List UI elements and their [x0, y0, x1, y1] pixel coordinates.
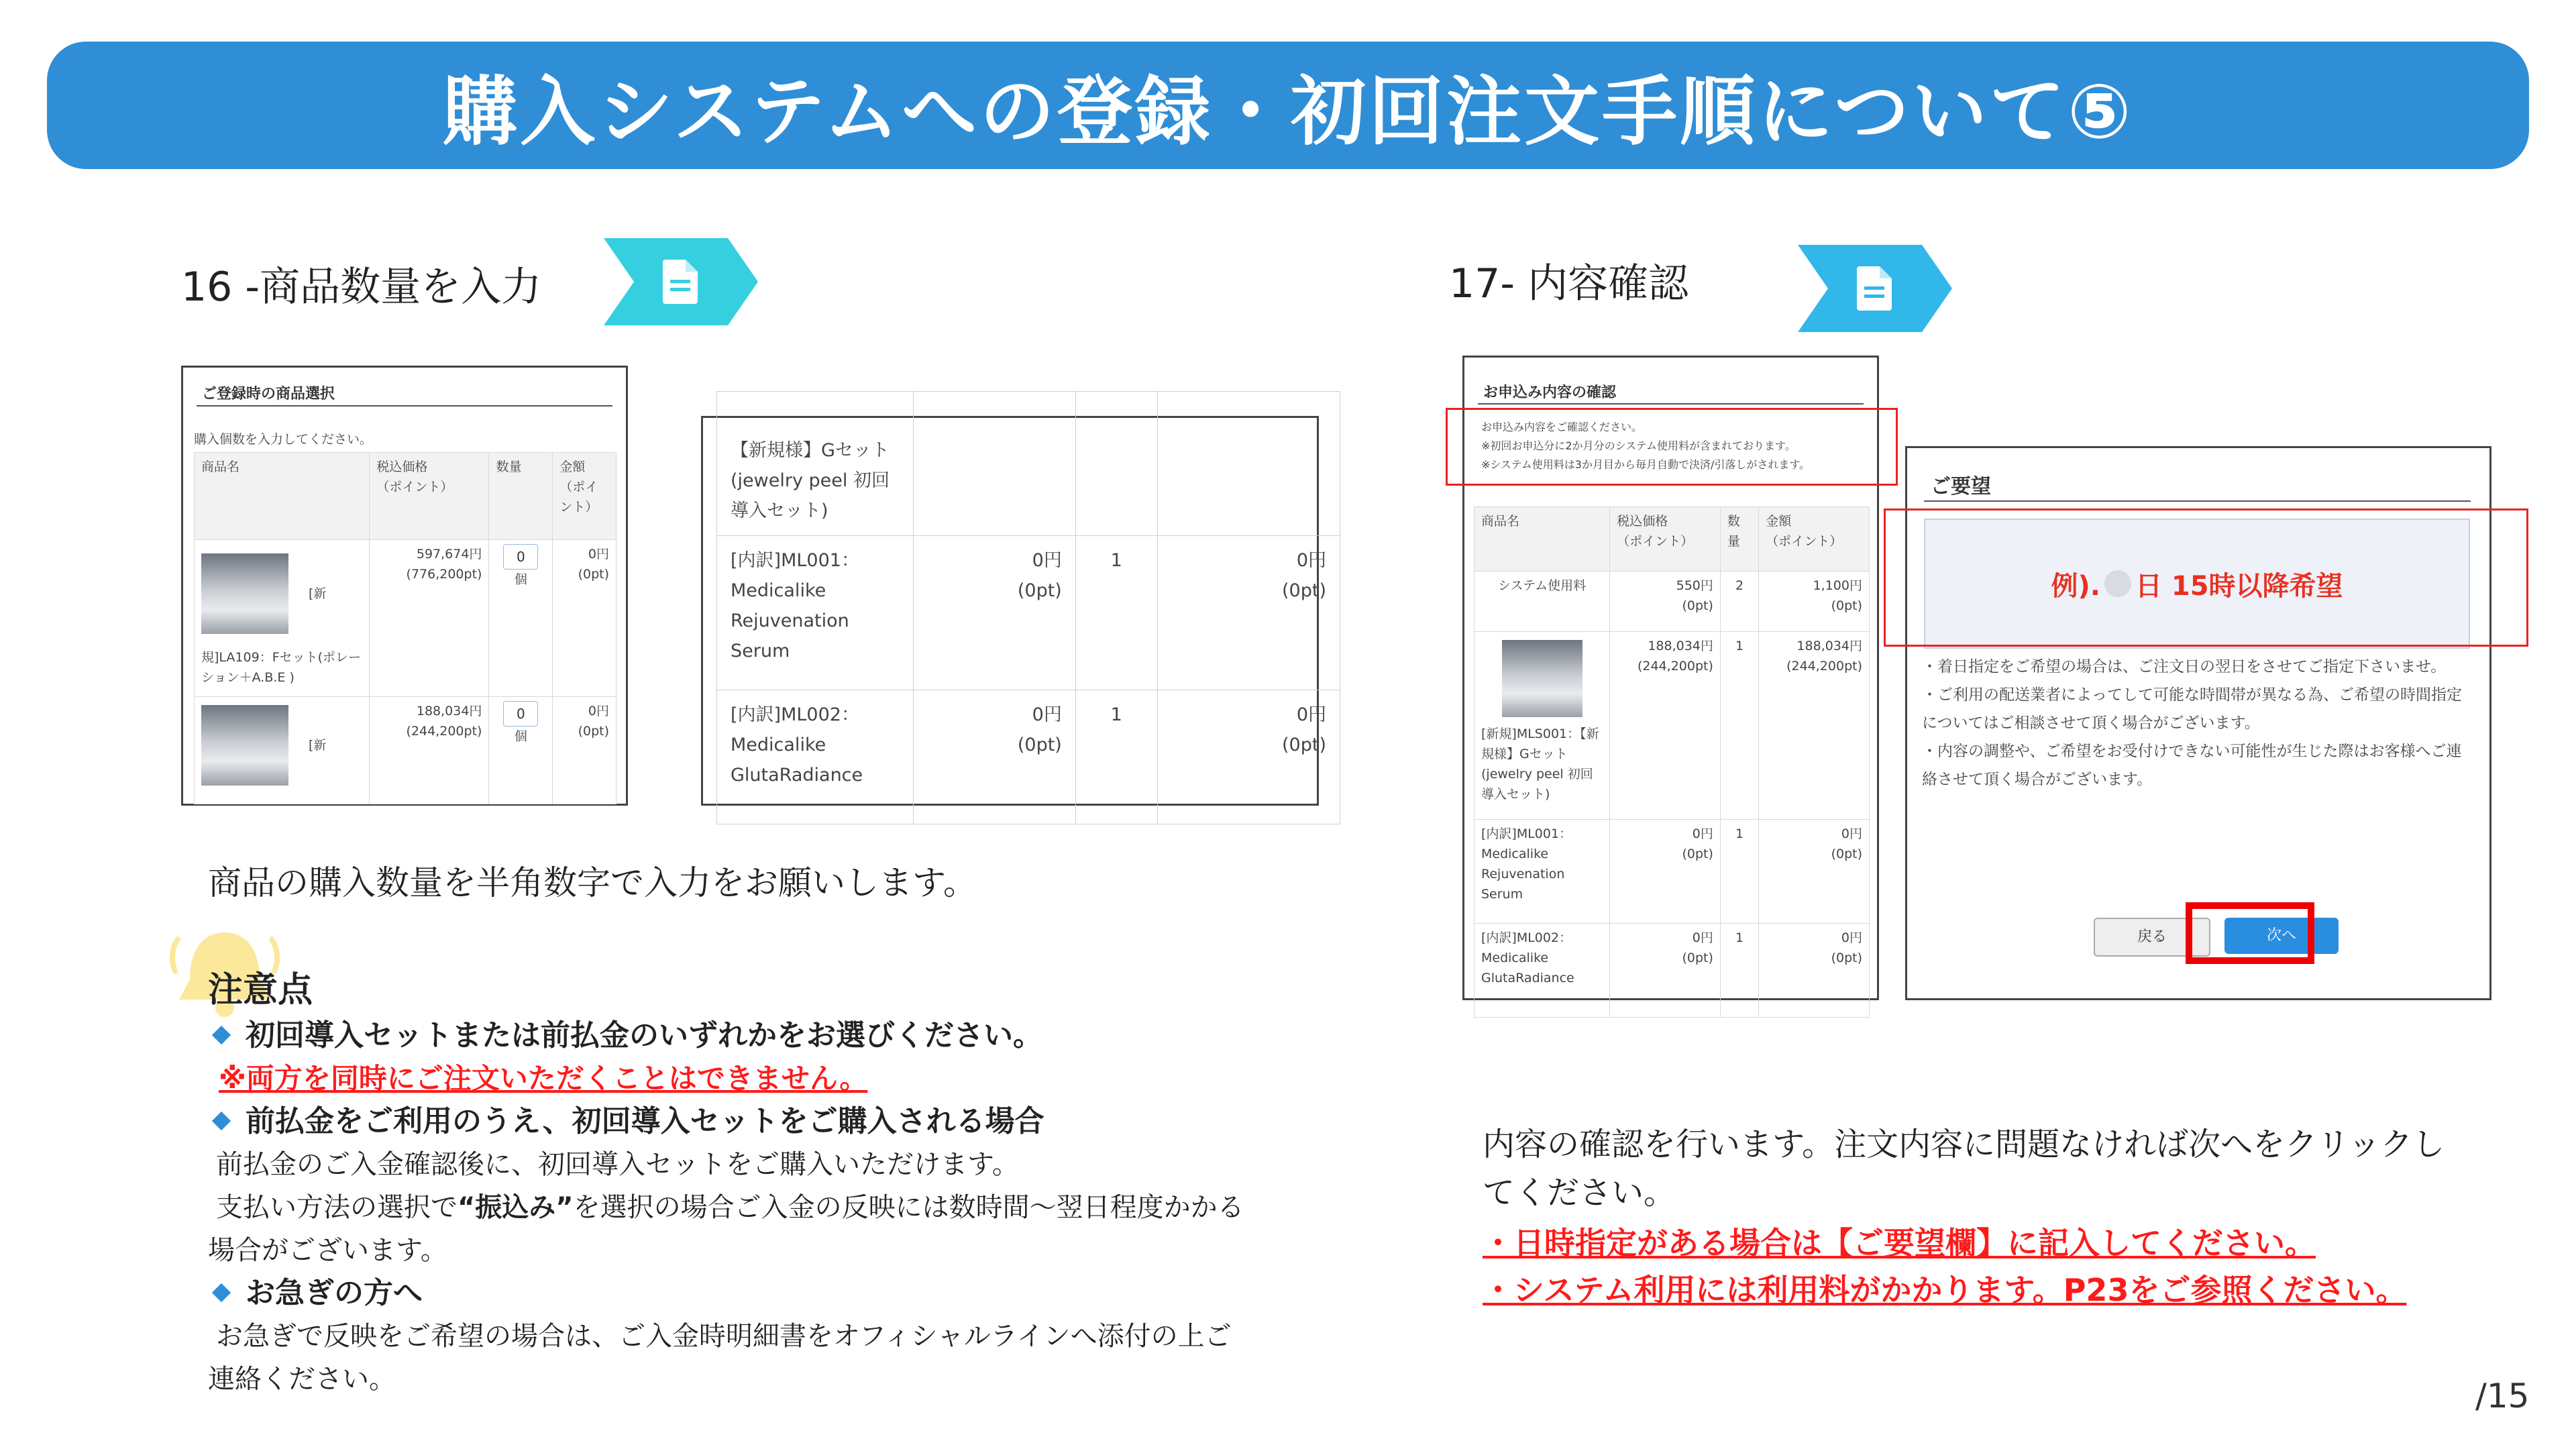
row-amount-pt: (244,200pt)	[1786, 659, 1862, 674]
step16-heading: 16 -商品数量を入力	[181, 264, 542, 311]
description-line-2: てください。	[1483, 1174, 1676, 1212]
note-bullet-3-text: お急ぎの方へ	[246, 1276, 423, 1310]
col-amount: 金額	[1766, 514, 1792, 529]
col-name: 商品名	[1474, 507, 1610, 572]
quantity-input[interactable]: 0	[503, 701, 538, 727]
note-bullet-2-line-3: 場合がございます。	[208, 1235, 447, 1266]
row-unit: 個	[514, 729, 527, 744]
step16-chevron-shape	[604, 238, 758, 325]
product-image	[201, 705, 288, 786]
row-prefix: [新	[309, 738, 327, 753]
description-line-1: 内容の確認を行います。注文内容に問題なければ次へをクリックし	[1483, 1126, 2445, 1163]
table-row	[1474, 924, 1870, 1018]
note-bullet-1-text: 初回導入セットまたは前払金のいずれかをお選びください。	[246, 1018, 1042, 1053]
col-price: 税込価格	[1617, 514, 1668, 529]
row-name: システム使用料	[1474, 572, 1610, 632]
row-qty: 1	[1720, 820, 1758, 924]
notice-line: お申込み内容をご確認ください。	[1481, 421, 1643, 433]
col-amount: 金額	[559, 460, 586, 474]
row-price: 0円	[1692, 930, 1713, 945]
col-price-unit: （ポイント）	[1617, 534, 1694, 549]
row-price: 0円	[1032, 704, 1062, 725]
row-points: (244,200pt)	[406, 724, 482, 739]
row-qty: 1	[1720, 632, 1758, 820]
page-title: 購入システムへの登録・初回注文手順について⑤	[442, 68, 2134, 156]
product-image	[201, 553, 288, 634]
shot-d-divider	[1924, 500, 2471, 502]
request-highlight	[1884, 508, 2528, 647]
example-prefix: 例).	[2051, 570, 2100, 602]
table-row	[1474, 632, 1870, 820]
col-amount-unit: （ポイ ント）	[559, 480, 598, 515]
row-prefix: [新	[309, 586, 327, 601]
note-bullet-3-line-1: お急ぎで反映をご希望の場合は、ご入金時明細書をオフィシャルラインへ添付の上ご	[216, 1321, 1232, 1352]
next-button-highlight	[2186, 902, 2314, 964]
notice-line: ※初回お申込分に2か月分のシステム使用料が含まれております。	[1481, 439, 1796, 452]
row-price: 188,034円	[1648, 639, 1713, 653]
col-amount-unit: （ポイント）	[1766, 534, 1843, 549]
shot-a-instruction: 購入個数を入力してください。	[194, 432, 373, 447]
table-row	[717, 690, 1340, 824]
page-number: /15	[2475, 1377, 2530, 1415]
step17-heading: 17- 内容確認	[1449, 260, 1689, 307]
request-note: ・着日指定をご希望の場合は、ご注文日の翌日をさせてご指定下さいませ。	[1922, 658, 2447, 676]
note-warning: ※両方を同時にご注文いただくことはできません。	[219, 1062, 868, 1095]
row-amount: 0円	[588, 704, 609, 718]
row-points: (0pt)	[1017, 735, 1062, 755]
title-banner	[47, 42, 2529, 169]
diamond-bullet-icon	[212, 1112, 231, 1130]
table-row	[1474, 572, 1870, 632]
row-name: [内訳]ML002：Medicalike GlutaRadiance	[717, 690, 914, 824]
example-suffix: 日 15時以降希望	[2135, 570, 2343, 602]
row-price: 0円	[1032, 550, 1062, 571]
row-amount: 0円	[1296, 704, 1326, 725]
table-row	[195, 540, 616, 697]
step16-description: 商品の購入数量を半角数字で入力をお願いします。	[208, 863, 977, 902]
shot-c-table	[1474, 506, 1870, 1018]
col-qty: 数量	[1720, 507, 1758, 572]
table-row	[717, 392, 1340, 536]
row-amount-pt: (0pt)	[1282, 735, 1326, 755]
row-price: 188,034円	[416, 704, 482, 718]
step17-warning-2: ・システム利用には利用料がかかります。P23をご参照ください。	[1483, 1272, 2407, 1308]
request-notes	[1922, 653, 2472, 794]
row-points: (776,200pt)	[406, 567, 482, 582]
diamond-bullet-icon	[212, 1283, 231, 1302]
row-amount: 1,100円	[1813, 578, 1862, 593]
row-name: [内訳]ML002：Medicalike GlutaRadiance	[1474, 924, 1610, 1018]
step17-chevron-shape	[1798, 245, 1952, 332]
notice-line: ※システム使用料は3か月目から毎月自動で決済/引落しがされます。	[1481, 458, 1811, 471]
row-name: 規]LA109：Fセット(ポレーション＋A.B.E )	[201, 650, 362, 685]
row-amount-pt: (0pt)	[1831, 847, 1862, 861]
product-image	[1502, 640, 1582, 717]
screenshot-set-breakdown	[701, 416, 1326, 806]
quantity-input[interactable]: 0	[503, 544, 538, 570]
row-qty: 1	[1720, 924, 1758, 1018]
step17-chevron	[1798, 245, 1952, 332]
row-name: [新規]MLS001：【新規様】Gセット (jewelry peel 初回導入セット)	[1481, 727, 1599, 802]
row-unit: 個	[514, 572, 527, 587]
line2-pre: 支払い方法の選択で	[216, 1192, 458, 1223]
note-bullet-2-line-2	[216, 1186, 1348, 1229]
row-amount: 0円	[1841, 826, 1862, 841]
row-amount: 0円	[588, 547, 609, 561]
note-bullet-2-line-1: 前払金のご入金確認後に、初回導入セットをご購入いただけます。	[216, 1149, 1019, 1180]
request-note: ・内容の調整や、ご希望をお受付けできない可能性が生じた際はお客様へご連絡させて頂く場合がございます。	[1922, 743, 2462, 788]
col-price: 税込価格	[376, 460, 428, 474]
row-points: (0pt)	[1682, 847, 1713, 861]
row-amount-pt: (0pt)	[1831, 598, 1862, 613]
step17-description	[1483, 1120, 2522, 1217]
line2-post: を選択の場合ご入金の反映には数時間〜翌日程度かかる	[573, 1192, 1244, 1223]
row-points: (0pt)	[1017, 580, 1062, 601]
notice-highlight	[1446, 408, 1898, 486]
row-amount-pt: (0pt)	[1831, 951, 1862, 965]
row-amount: 188,034円	[1796, 639, 1862, 653]
table-row	[1474, 820, 1870, 924]
col-price-unit: （ポイント）	[376, 480, 453, 494]
row-amount-pt: (0pt)	[1282, 580, 1326, 601]
back-button[interactable]: 戻る	[2094, 918, 2210, 957]
row-points: (0pt)	[1682, 951, 1713, 965]
row-points: (244,200pt)	[1637, 659, 1713, 674]
note-bullet-3-line-2: 連絡ください。	[208, 1364, 396, 1395]
row-points: (0pt)	[1682, 598, 1713, 613]
row-qty: 2	[1720, 572, 1758, 632]
row-amount-pt: (0pt)	[578, 724, 609, 739]
table-row	[717, 536, 1340, 690]
row-price: 597,674円	[416, 547, 482, 561]
row-amount-pt: (0pt)	[578, 567, 609, 582]
shot-c-title: お申込み内容の確認	[1483, 384, 1617, 401]
line2-bold: “振込み”	[458, 1192, 574, 1223]
notes-heading: 注意点	[208, 970, 313, 1010]
table-row	[195, 697, 616, 804]
note-bullet-2	[208, 1100, 1348, 1143]
shot-a-table	[194, 452, 616, 804]
col-name: 商品名	[195, 453, 370, 540]
notes-section	[208, 966, 1348, 1401]
row-name: [内訳]ML001：Medicalike Rejuvenation Serum	[1474, 820, 1610, 924]
shot-a-title: ご登録時の商品選択	[202, 386, 335, 402]
row-price: 550円	[1676, 578, 1713, 593]
row-amount: 0円	[1841, 930, 1862, 945]
screenshot-product-selection	[181, 366, 628, 806]
next-button[interactable]: 次へ	[2224, 918, 2339, 954]
row-name: 【新規様】Gセット (jewelry peel 初回導入セット)	[717, 392, 914, 536]
shot-a-divider	[197, 405, 612, 407]
step16-chevron	[604, 238, 758, 325]
col-qty: 数量	[489, 453, 553, 540]
shot-c-divider	[1478, 403, 1864, 405]
diamond-bullet-icon	[212, 1026, 231, 1044]
shot-b-table	[716, 391, 1340, 824]
request-note: ・ご利用の配送業者によってして可能な時間帯が異なる為、ご希望の時間指定についてはご相談させて頂く場合がございます。	[1922, 686, 2462, 732]
note-bullet-3	[208, 1272, 1348, 1315]
row-qty: 1	[1075, 690, 1157, 824]
row-amount: 0円	[1296, 550, 1326, 571]
note-bullet-1	[208, 1014, 1348, 1057]
shot-d-title: ご要望	[1931, 475, 1991, 498]
row-price: 0円	[1692, 826, 1713, 841]
row-qty: 1	[1075, 536, 1157, 690]
step17-warning-1: ・日時指定がある場合は【ご要望欄】に記入してください。	[1483, 1225, 2316, 1261]
note-bullet-2-text: 前払金をご利用のうえ、初回導入セットをご購入される場合	[246, 1104, 1044, 1138]
row-name: [内訳]ML001：Medicalike Rejuvenation Serum	[717, 536, 914, 690]
